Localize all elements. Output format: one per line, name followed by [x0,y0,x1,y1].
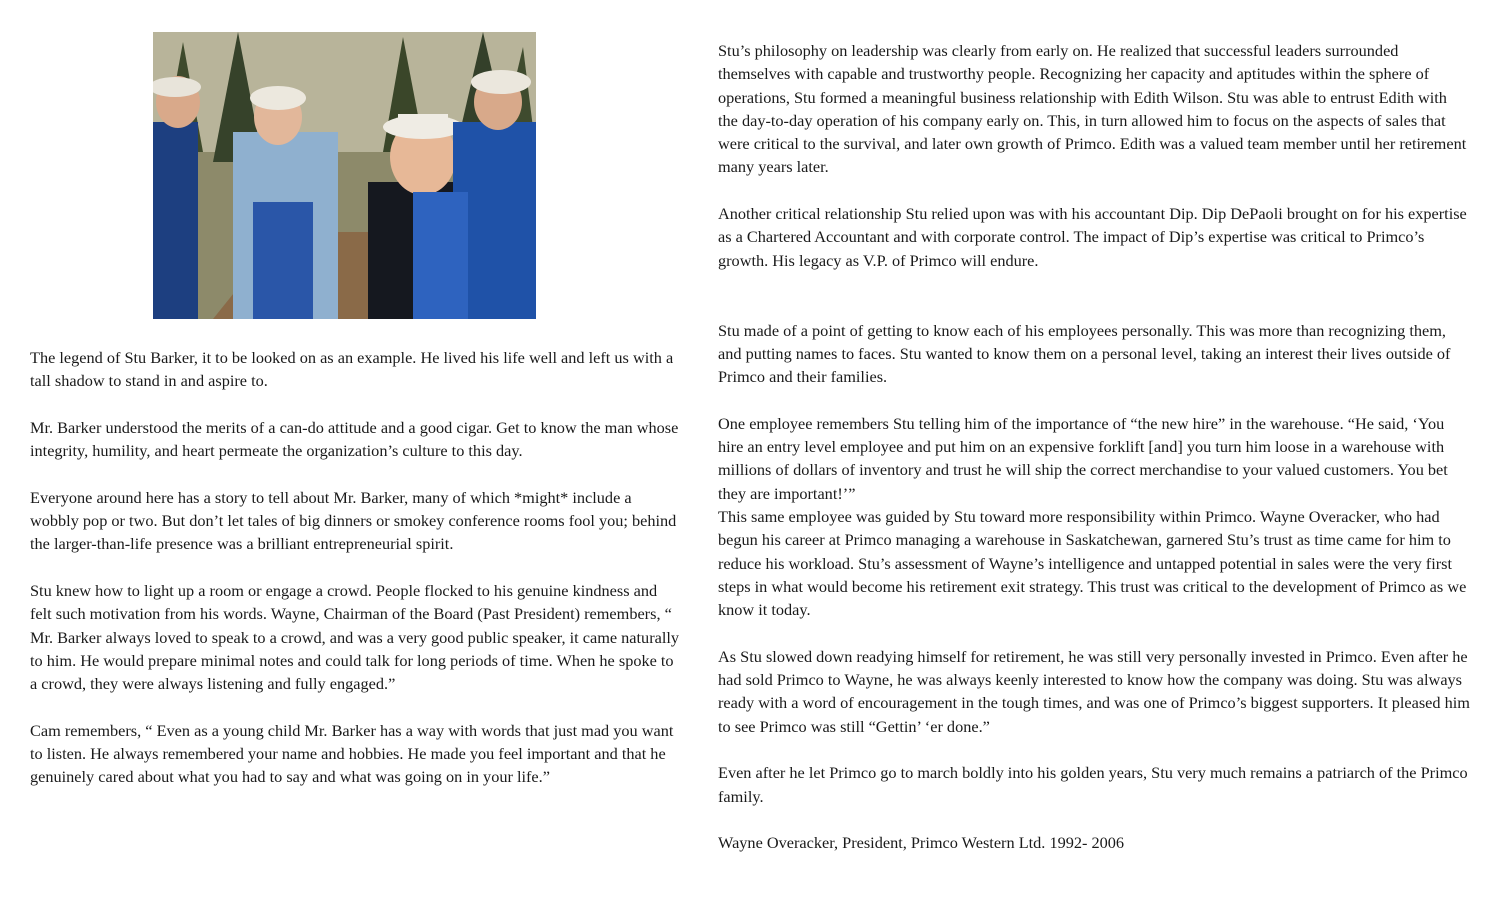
left-column [30,346,680,789]
retirement-paragraph: As Stu slowed down readying himself for retirement, he was still very personally invested in Primco. Even after he had sold Primco to Wayne, he was always keenly interested to know how the company was doing. Stu was always ready with a word of encouragement in the tough times, and was one of Primco’s biggest supporters. It pleased him to see Primco was still “Gettin’ ‘er done.” [718,646,1470,736]
spacer [718,295,1470,318]
responsibility-paragraph: This same employee was guided by Stu toward more responsibility within Primco. Wayne Overacker, who had begun his career at Primco managing a warehouse in Saskatchewan, garnered Stu’s trust as time came for him to reduce his workload. Stu’s assessment of Wayne’s intelligence and untapped potential in sales were the very first steps in what would become his retirement exit strategy. This trust was critical to the development of Primco as we know it today. [718,506,1467,620]
cam-quote-paragraph: Cam remembers, “ Even as a young child Mr. Barker has a way with words that just mad you want to listen. He always remembered your name and hobbies. He made you feel important and that he genuinely cared about what you had to say and what was going on in your life.” [30,720,674,787]
signature: Wayne Overacker, President, Primco Western Ltd. 1992- 2006 [718,833,1125,853]
photo-illustration [153,32,536,319]
attitude-paragraph: Mr. Barker understood the merits of a can-do attitude and a good cigar. Get to know the man whose integrity, humility, and heart permeate the organization’s culture to this day. [30,417,679,461]
employees-paragraph: Stu made of a point of getting to know each of his employees personally. This was more than recognizing them, and putting names to faces. Stu wanted to know them on a personal level, taking an interest their lives outside of Primco and their families. [718,320,1451,387]
group-photo [153,32,536,319]
right-column [718,39,1470,854]
stories-paragraph: Everyone around here has a story to tell about Mr. Barker, many of which *might* include a wobbly pop or two. But don’t let tales of big dinners or smokey conference rooms fool you; behind the larger-than-life presence was a brilliant entrepreneurial spirit. [30,487,677,554]
patriarch-paragraph: Even after he let Primco go to march boldly into his golden years, Stu very much remains a patriarch of the Primco family. [718,763,1468,806]
intro-paragraph: The legend of Stu Barker, it to be looked on as an example. He lived his life well and left us with a tall shadow to stand in and aspire to. [30,348,674,391]
new-hire-paragraph: One employee remembers Stu telling him of the importance of “the new hire” in the warehouse. “He said, ‘You hire an entry level employee and put him on an expensive forklift [and] you turn him loose in a warehouse with millions of dollars of inventory and trust he will ship the correct merchandise to your valued customers. You bet they are important!’” [718,413,1448,503]
speaker-paragraph: Stu knew how to light up a room or engage a crowd. People flocked to his genuine kindness and felt such motivation from his words. Wayne, Chairman of the Board (Past President) remembers, “ Mr. Barker always loved to speak to a crowd, and was a very good public speaker, it came naturally to him. He would prepare minimal notes and could talk for long periods of time. When he spoke to a crowd, they were always listening and fully engaged.” [30,580,680,694]
leadership-paragraph: Stu’s philosophy on leadership was clearly from early on. He realized that successful leaders surrounded themselves with capable and trustworthy people. Recognizing her capacity and aptitudes within the sphere of operations, Stu formed a meaningful business relationship with Edith Wilson. Stu was able to entrust Edith with the day-to-day operation of his company early on. This, in turn allowed him to focus on the aspects of sales that were critical to the survival, and later own growth of Primco. Edith was a valued team member until her retirement many years later. [718,41,1467,177]
accountant-paragraph: Another critical relationship Stu relied upon was with his accountant Dip. Dip DePaoli brought on for his expertise as a Chartered Accountant and with corporate control. The impact of Dip’s expertise was critical to Primco’s growth. His legacy as V.P. of Primco will endure. [718,204,1467,270]
